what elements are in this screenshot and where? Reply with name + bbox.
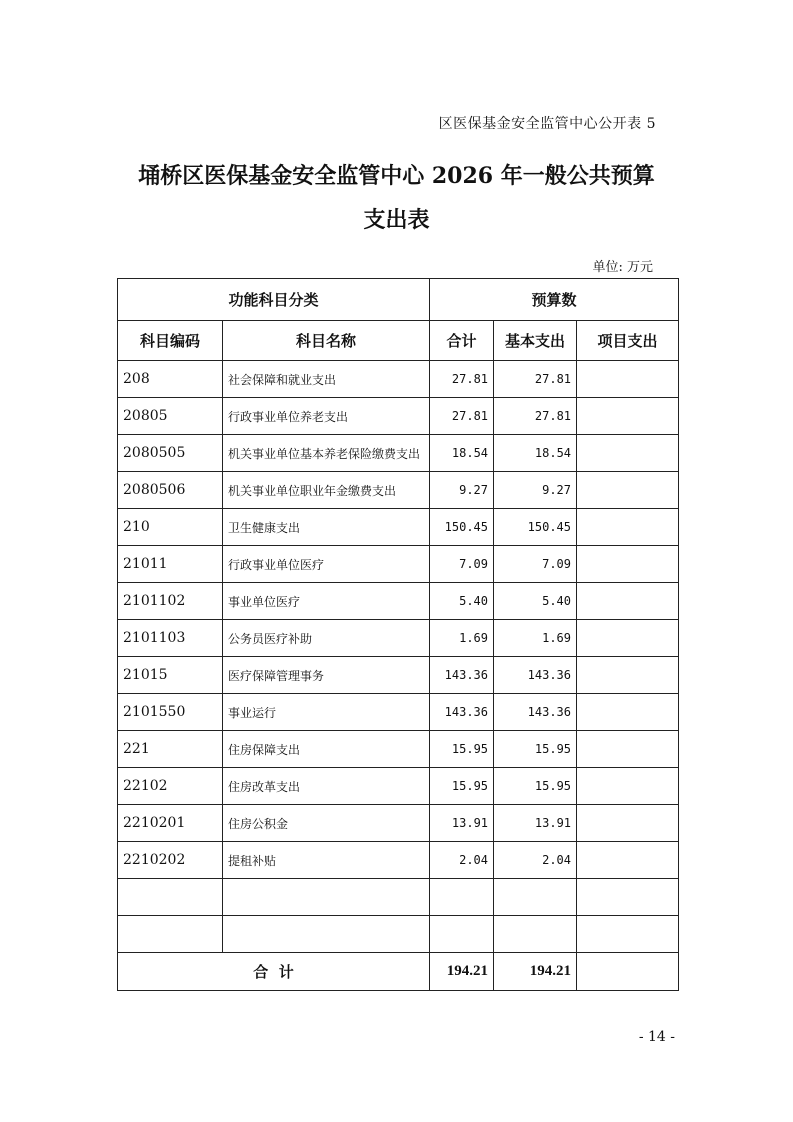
total-total: 194.21 (430, 953, 494, 991)
cell-total: 143.36 (430, 694, 494, 731)
cell-basic: 143.36 (494, 694, 577, 731)
cell-project (577, 620, 679, 657)
cell-name: 行政事业单位养老支出 (223, 398, 430, 435)
cell-total: 15.95 (430, 731, 494, 768)
cell-total: 13.91 (430, 805, 494, 842)
table-row (118, 472, 679, 509)
cell-total: 9.27 (430, 472, 494, 509)
cell-name (223, 879, 430, 916)
page-title: 埇桥区医保基金安全监管中心 2026 年一般公共预算 (138, 163, 655, 189)
cell-name: 社会保障和就业支出 (223, 361, 430, 398)
cell-code: 20805 (118, 398, 223, 435)
cell-basic: 15.95 (494, 768, 577, 805)
table-row (118, 731, 679, 768)
cell-code: 221 (118, 731, 223, 768)
cell-project (577, 694, 679, 731)
table-row (118, 620, 679, 657)
col-header-project: 项目支出 (577, 321, 679, 361)
cell-project (577, 546, 679, 583)
table-row (118, 842, 679, 879)
cell-total: 143.36 (430, 657, 494, 694)
table-row (118, 768, 679, 805)
cell-total: 15.95 (430, 768, 494, 805)
cell-code: 21015 (118, 657, 223, 694)
cell-basic: 143.36 (494, 657, 577, 694)
table-row (118, 583, 679, 620)
cell-code: 2210202 (118, 842, 223, 879)
cell-code: 210 (118, 509, 223, 546)
cell-total: 150.45 (430, 509, 494, 546)
table-row (118, 546, 679, 583)
cell-project (577, 472, 679, 509)
table-row (118, 398, 679, 435)
cell-project (577, 879, 679, 916)
budget-table (117, 278, 679, 991)
cell-total: 2.04 (430, 842, 494, 879)
cell-name (223, 916, 430, 953)
col-header-name: 科目名称 (223, 321, 430, 361)
cell-code: 2080506 (118, 472, 223, 509)
cell-name: 卫生健康支出 (223, 509, 430, 546)
page-subtitle: 支出表 (363, 207, 430, 233)
cell-code (118, 916, 223, 953)
cell-basic: 1.69 (494, 620, 577, 657)
cell-project (577, 768, 679, 805)
cell-name: 住房公积金 (223, 805, 430, 842)
table-row (118, 361, 679, 398)
cell-project (577, 398, 679, 435)
header-group-right: 预算数 (430, 279, 679, 321)
table-row (118, 657, 679, 694)
table-row (118, 435, 679, 472)
header-group-left: 功能科目分类 (118, 279, 430, 321)
cell-code: 2210201 (118, 805, 223, 842)
total-row (118, 953, 679, 991)
cell-total: 1.69 (430, 620, 494, 657)
cell-code: 2101103 (118, 620, 223, 657)
total-label: 合 计 (118, 953, 430, 991)
cell-project (577, 509, 679, 546)
cell-name: 住房保障支出 (223, 731, 430, 768)
total-project (577, 953, 679, 991)
cell-total (430, 916, 494, 953)
cell-code: 2101102 (118, 583, 223, 620)
cell-total: 18.54 (430, 435, 494, 472)
cell-basic: 15.95 (494, 731, 577, 768)
header-column-row (118, 321, 679, 361)
cell-project (577, 805, 679, 842)
cell-basic: 18.54 (494, 435, 577, 472)
cell-basic: 5.40 (494, 583, 577, 620)
cell-name: 行政事业单位医疗 (223, 546, 430, 583)
table-row (118, 509, 679, 546)
header-group-row (118, 279, 679, 321)
unit-label: 单位: 万元 (592, 260, 653, 275)
table-row (118, 916, 679, 953)
table-row (118, 694, 679, 731)
cell-code: 208 (118, 361, 223, 398)
cell-project (577, 435, 679, 472)
cell-name: 提租补贴 (223, 842, 430, 879)
cell-basic (494, 879, 577, 916)
cell-total: 7.09 (430, 546, 494, 583)
cell-total: 5.40 (430, 583, 494, 620)
col-header-code: 科目编码 (118, 321, 223, 361)
cell-basic: 150.45 (494, 509, 577, 546)
page-number: - 14 - (638, 1029, 675, 1045)
table-body (118, 361, 679, 953)
cell-basic: 27.81 (494, 361, 577, 398)
cell-name: 机关事业单位职业年金缴费支出 (223, 472, 430, 509)
cell-basic: 9.27 (494, 472, 577, 509)
cell-basic: 13.91 (494, 805, 577, 842)
col-header-total: 合计 (430, 321, 494, 361)
cell-basic: 27.81 (494, 398, 577, 435)
col-header-basic: 基本支出 (494, 321, 577, 361)
cell-basic: 2.04 (494, 842, 577, 879)
cell-name: 机关事业单位基本养老保险缴费支出 (223, 435, 430, 472)
cell-project (577, 361, 679, 398)
cell-project (577, 731, 679, 768)
cell-name: 事业单位医疗 (223, 583, 430, 620)
cell-project (577, 657, 679, 694)
cell-total: 27.81 (430, 361, 494, 398)
table-row (118, 805, 679, 842)
cell-total: 27.81 (430, 398, 494, 435)
cell-code (118, 879, 223, 916)
cell-name: 医疗保障管理事务 (223, 657, 430, 694)
cell-name: 公务员医疗补助 (223, 620, 430, 657)
cell-basic: 7.09 (494, 546, 577, 583)
cell-basic (494, 916, 577, 953)
cell-code: 2080505 (118, 435, 223, 472)
cell-name: 住房改革支出 (223, 768, 430, 805)
cell-code: 22102 (118, 768, 223, 805)
cell-project (577, 583, 679, 620)
cell-project (577, 916, 679, 953)
cell-code: 2101550 (118, 694, 223, 731)
cell-project (577, 842, 679, 879)
cell-code: 21011 (118, 546, 223, 583)
header-note: 区医保基金安全监管中心公开表 5 (438, 116, 656, 132)
table-row (118, 879, 679, 916)
cell-total (430, 879, 494, 916)
cell-name: 事业运行 (223, 694, 430, 731)
total-basic: 194.21 (494, 953, 577, 991)
